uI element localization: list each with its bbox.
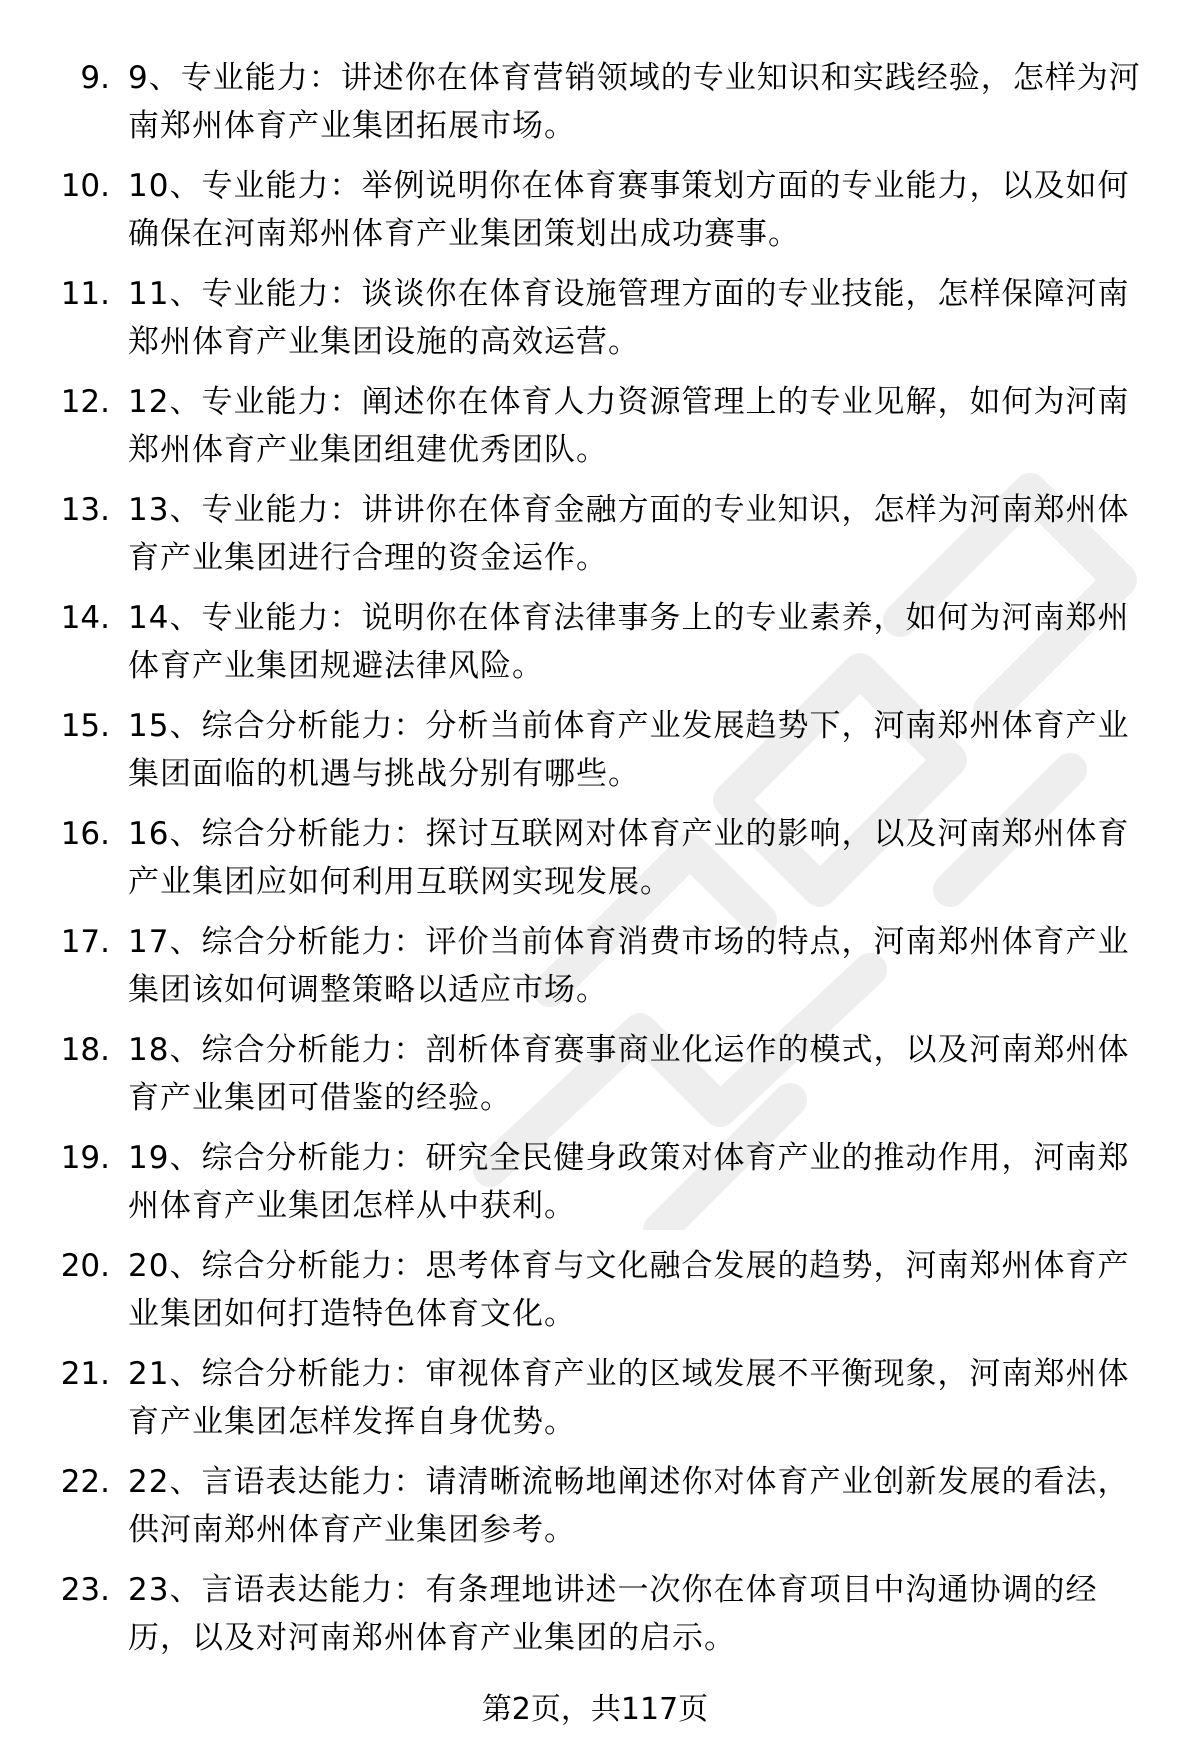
list-item — [0, 702, 1190, 810]
list-item — [0, 1350, 1190, 1458]
list-item — [0, 1242, 1190, 1350]
item-text: 22、言语表达能力：请清晰流畅地阐述你对体育产业创新发展的看法，供河南郑州体育产业集团参考。 — [128, 1464, 1130, 1548]
list-item — [0, 378, 1190, 486]
item-text: 11、专业能力：谈谈你在体育设施管理方面的专业技能，怎样保障河南郑州体育产业集团设施的高效运营。 — [128, 276, 1130, 360]
item-text: 19、综合分析能力：研究全民健身政策对体育产业的推动作用，河南郑州体育产业集团怎样从中获利。 — [128, 1140, 1130, 1224]
item-number: 21. — [60, 1356, 110, 1392]
item-text: 15、综合分析能力：分析当前体育产业发展趋势下，河南郑州体育产业集团面临的机遇与挑战分别有哪些。 — [128, 708, 1130, 792]
item-text: 21、综合分析能力：审视体育产业的区域发展不平衡现象，河南郑州体育产业集团怎样发挥自身优势。 — [128, 1356, 1130, 1440]
item-text: 10、专业能力：举例说明你在体育赛事策划方面的专业能力，以及如何确保在河南郑州体育产业集团策划出成功赛事。 — [128, 168, 1130, 252]
item-text: 17、综合分析能力：评价当前体育消费市场的特点，河南郑州体育产业集团该如何调整策略以适应市场。 — [128, 924, 1130, 1008]
question-list — [0, 54, 1190, 1674]
list-item — [0, 486, 1190, 594]
item-number: 22. — [60, 1464, 110, 1500]
list-item — [0, 1134, 1190, 1242]
item-text: 23、言语表达能力：有条理地讲述一次你在体育项目中沟通协调的经历，以及对河南郑州体育产业集团的启示。 — [128, 1572, 1098, 1656]
item-number: 17. — [60, 924, 110, 960]
item-number: 15. — [60, 708, 110, 744]
list-item — [0, 1026, 1190, 1134]
list-item — [0, 1458, 1190, 1566]
page-number: 第2页，共117页 — [481, 1692, 709, 1727]
item-number: 13. — [60, 492, 110, 528]
item-number: 9. — [80, 60, 110, 96]
item-number: 10. — [60, 168, 110, 204]
list-item — [0, 918, 1190, 1026]
item-text: 13、专业能力：讲讲你在体育金融方面的专业知识，怎样为河南郑州体育产业集团进行合理的资金运作。 — [128, 492, 1130, 576]
item-text: 9、专业能力：讲述你在体育营销领域的专业知识和实践经验，怎样为河南郑州体育产业集团拓展市场。 — [128, 60, 1141, 144]
item-number: 18. — [60, 1032, 110, 1068]
item-text: 18、综合分析能力：剖析体育赛事商业化运作的模式，以及河南郑州体育产业集团可借鉴的经验。 — [128, 1032, 1130, 1116]
list-item — [0, 810, 1190, 918]
item-text: 12、专业能力：阐述你在体育人力资源管理上的专业见解，如何为河南郑州体育产业集团组建优秀团队。 — [128, 384, 1130, 468]
item-text: 14、专业能力：说明你在体育法律事务上的专业素养，如何为河南郑州体育产业集团规避法律风险。 — [128, 600, 1130, 684]
item-number: 23. — [60, 1572, 110, 1608]
item-number: 11. — [60, 276, 110, 312]
list-item — [0, 162, 1190, 270]
list-item — [0, 54, 1190, 162]
item-number: 16. — [60, 816, 110, 852]
list-item — [0, 270, 1190, 378]
list-item — [0, 594, 1190, 702]
item-number: 12. — [60, 384, 110, 420]
item-number: 19. — [60, 1140, 110, 1176]
item-number: 20. — [60, 1248, 110, 1284]
item-text: 16、综合分析能力：探讨互联网对体育产业的影响，以及河南郑州体育产业集团应如何利用互联网实现发展。 — [128, 816, 1130, 900]
item-text: 20、综合分析能力：思考体育与文化融合发展的趋势，河南郑州体育产业集团如何打造特色体育文化。 — [128, 1248, 1130, 1332]
item-number: 14. — [60, 600, 110, 636]
list-item — [0, 1566, 1190, 1674]
